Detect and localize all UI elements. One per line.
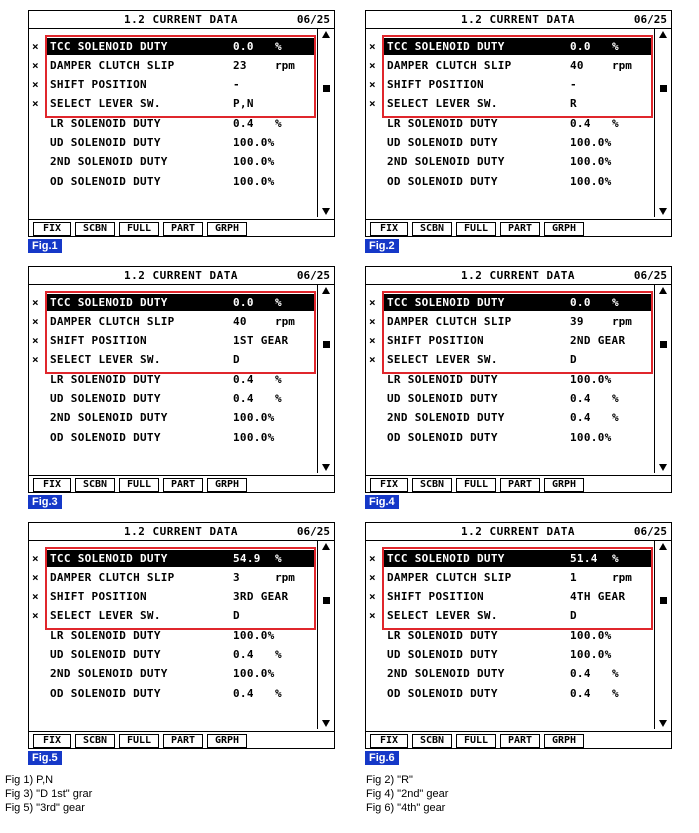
item-value: 39 <box>570 315 584 328</box>
item-unit: % <box>612 40 619 53</box>
screen-header <box>366 11 671 29</box>
page-indicator: 06/25 <box>296 269 330 282</box>
item-label: UD SOLENOID DUTY <box>50 648 161 661</box>
item-unit: % <box>612 392 619 405</box>
item-value: 0.0 <box>233 40 254 53</box>
figure-label: Fig.2 <box>365 239 399 253</box>
item-unit: % <box>275 552 282 565</box>
captions-left <box>5 773 92 815</box>
fkey-button[interactable]: SCBN <box>412 478 452 492</box>
item-label: 2ND SOLENOID DUTY <box>387 155 505 168</box>
item-value: 100.0% <box>233 431 275 444</box>
scrollbar[interactable] <box>317 541 335 729</box>
figure-label: Fig.4 <box>365 495 399 509</box>
screen-title: 1.2 CURRENT DATA <box>124 269 238 282</box>
screen-header <box>29 11 334 29</box>
item-label: SHIFT POSITION <box>50 590 147 603</box>
item-value: 0.4 <box>233 392 254 405</box>
item-unit: % <box>612 411 619 424</box>
fixed-marker-icon: × <box>32 59 39 72</box>
function-key-bar <box>29 219 334 237</box>
scroll-down-icon[interactable] <box>659 720 667 727</box>
fkey-button[interactable]: FULL <box>119 222 159 236</box>
highlight-box <box>382 291 653 374</box>
scroll-thumb[interactable] <box>660 85 667 92</box>
item-label: OD SOLENOID DUTY <box>50 175 161 188</box>
data-row[interactable] <box>366 645 653 664</box>
figure-panel <box>365 266 672 506</box>
item-value: 100.0% <box>233 155 275 168</box>
fixed-marker-icon: × <box>32 296 39 309</box>
page-indicator: 06/25 <box>633 269 667 282</box>
item-label: UD SOLENOID DUTY <box>387 392 498 405</box>
item-label: UD SOLENOID DUTY <box>50 392 161 405</box>
data-row[interactable] <box>366 389 653 408</box>
data-row[interactable] <box>366 133 653 152</box>
caption: Fig 6) "4th" gear <box>366 802 446 814</box>
item-unit: % <box>612 296 619 309</box>
scroll-up-icon[interactable] <box>322 543 330 550</box>
fkey-button[interactable]: GRPH <box>207 734 247 748</box>
item-value: 100.0% <box>233 175 275 188</box>
fixed-marker-icon: × <box>369 40 376 53</box>
page-indicator: 06/25 <box>633 13 667 26</box>
fkey-button[interactable]: PART <box>163 222 203 236</box>
data-row[interactable] <box>366 172 653 191</box>
figure-label: Fig.3 <box>28 495 62 509</box>
fkey-button[interactable]: FIX <box>33 734 71 748</box>
fixed-marker-icon: × <box>32 78 39 91</box>
fkey-button[interactable]: FIX <box>33 222 71 236</box>
item-value: 100.0% <box>233 629 275 642</box>
data-row[interactable] <box>366 684 653 703</box>
data-row[interactable] <box>366 664 653 683</box>
item-label: OD SOLENOID DUTY <box>50 431 161 444</box>
item-label: SHIFT POSITION <box>387 590 484 603</box>
scroll-up-icon[interactable] <box>322 31 330 38</box>
item-label: LR SOLENOID DUTY <box>50 117 161 130</box>
fixed-marker-icon: × <box>369 552 376 565</box>
item-value: 54.9 <box>233 552 261 565</box>
item-label: DAMPER CLUTCH SLIP <box>387 315 512 328</box>
item-label: TCC SOLENOID DUTY <box>387 552 505 565</box>
highlight-box <box>45 35 316 118</box>
scroll-thumb[interactable] <box>323 85 330 92</box>
item-label: DAMPER CLUTCH SLIP <box>50 315 175 328</box>
item-unit: % <box>275 687 282 700</box>
figure-label: Fig.5 <box>28 751 62 765</box>
item-value: 0.4 <box>233 687 254 700</box>
scan-tool-screen <box>365 10 672 237</box>
scroll-thumb[interactable] <box>323 597 330 604</box>
screen-title: 1.2 CURRENT DATA <box>124 525 238 538</box>
fkey-button[interactable]: GRPH <box>544 478 584 492</box>
function-key-bar <box>29 475 334 493</box>
fkey-button[interactable]: SCBN <box>75 734 115 748</box>
item-value: 1ST GEAR <box>233 334 289 347</box>
highlight-box <box>382 547 653 630</box>
fkey-button[interactable]: GRPH <box>544 734 584 748</box>
fixed-marker-icon: × <box>32 571 39 584</box>
scan-tool-screen <box>28 10 335 237</box>
caption: Fig 4) "2nd" gear <box>366 788 449 800</box>
data-row[interactable] <box>29 172 316 191</box>
fixed-marker-icon: × <box>32 315 39 328</box>
item-value: R <box>570 97 577 110</box>
item-label: TCC SOLENOID DUTY <box>50 40 168 53</box>
function-key-bar <box>366 475 671 493</box>
scroll-thumb[interactable] <box>323 341 330 348</box>
screen-header <box>366 523 671 541</box>
fkey-button[interactable]: FIX <box>370 478 408 492</box>
item-label: 2ND SOLENOID DUTY <box>50 411 168 424</box>
fkey-button[interactable]: PART <box>500 222 540 236</box>
item-unit: % <box>612 667 619 680</box>
item-label: DAMPER CLUTCH SLIP <box>50 59 175 72</box>
scroll-up-icon[interactable] <box>659 31 667 38</box>
highlight-box <box>45 547 316 630</box>
item-value: 100.0% <box>570 629 612 642</box>
item-value: 100.0% <box>570 175 612 188</box>
item-value: 3RD GEAR <box>233 590 289 603</box>
item-label: LR SOLENOID DUTY <box>387 629 498 642</box>
item-value: 40 <box>233 315 247 328</box>
item-value: D <box>570 609 577 622</box>
figure-panel <box>365 522 672 762</box>
scrollbar[interactable] <box>654 541 672 729</box>
item-label: DAMPER CLUTCH SLIP <box>387 571 512 584</box>
data-row[interactable] <box>29 389 316 408</box>
scroll-down-icon[interactable] <box>659 208 667 215</box>
item-label: SHIFT POSITION <box>387 334 484 347</box>
item-label: 2ND SOLENOID DUTY <box>50 667 168 680</box>
figure-panel <box>28 522 335 762</box>
data-row[interactable] <box>366 428 653 447</box>
item-value: 100.0% <box>570 648 612 661</box>
scrollbar[interactable] <box>654 29 672 217</box>
fkey-button[interactable]: FULL <box>456 222 496 236</box>
item-value: 100.0% <box>233 667 275 680</box>
item-value: 0.4 <box>570 411 591 424</box>
item-label: SELECT LEVER SW. <box>50 609 161 622</box>
item-unit: % <box>612 117 619 130</box>
fixed-marker-icon: × <box>32 334 39 347</box>
item-value: 100.0% <box>233 136 275 149</box>
fkey-button[interactable]: FULL <box>119 478 159 492</box>
fkey-button[interactable]: PART <box>163 734 203 748</box>
item-unit: % <box>275 117 282 130</box>
item-label: SHIFT POSITION <box>50 334 147 347</box>
figure-label: Fig.6 <box>365 751 399 765</box>
page-indicator: 06/25 <box>296 13 330 26</box>
item-value: 0.0 <box>233 296 254 309</box>
item-label: SELECT LEVER SW. <box>50 97 161 110</box>
item-label: SELECT LEVER SW. <box>387 609 498 622</box>
item-value: 4TH GEAR <box>570 590 626 603</box>
fixed-marker-icon: × <box>32 353 39 366</box>
fixed-marker-icon: × <box>369 296 376 309</box>
item-unit: % <box>275 296 282 309</box>
item-value: - <box>570 78 577 91</box>
fixed-marker-icon: × <box>369 571 376 584</box>
fixed-marker-icon: × <box>32 40 39 53</box>
item-label: DAMPER CLUTCH SLIP <box>387 59 512 72</box>
fixed-marker-icon: × <box>32 609 39 622</box>
data-row[interactable] <box>29 152 316 171</box>
item-label: SELECT LEVER SW. <box>50 353 161 366</box>
fixed-marker-icon: × <box>369 590 376 603</box>
scroll-thumb[interactable] <box>660 341 667 348</box>
screen-header <box>29 523 334 541</box>
item-label: OD SOLENOID DUTY <box>50 687 161 700</box>
data-row[interactable] <box>29 684 316 703</box>
item-unit: rpm <box>275 59 295 72</box>
figure-panel <box>365 10 672 250</box>
item-value: 23 <box>233 59 247 72</box>
item-unit: % <box>275 648 282 661</box>
scan-tool-screen <box>365 266 672 493</box>
item-value: - <box>233 78 240 91</box>
fixed-marker-icon: × <box>369 315 376 328</box>
scan-tool-screen <box>28 522 335 749</box>
item-label: TCC SOLENOID DUTY <box>387 296 505 309</box>
item-label: LR SOLENOID DUTY <box>50 373 161 386</box>
highlight-box <box>45 291 316 374</box>
screen-header <box>29 267 334 285</box>
fkey-button[interactable]: FIX <box>370 734 408 748</box>
item-value: 40 <box>570 59 584 72</box>
item-value: D <box>233 609 240 622</box>
item-label: 2ND SOLENOID DUTY <box>387 411 505 424</box>
scroll-up-icon[interactable] <box>659 287 667 294</box>
scroll-down-icon[interactable] <box>322 208 330 215</box>
item-value: 0.4 <box>233 648 254 661</box>
scrollbar[interactable] <box>317 285 335 473</box>
caption: Fig 2) "R" <box>366 774 413 786</box>
fkey-button[interactable]: SCBN <box>412 222 452 236</box>
item-label: OD SOLENOID DUTY <box>387 175 498 188</box>
fixed-marker-icon: × <box>32 552 39 565</box>
item-value: 1 <box>570 571 577 584</box>
scrollbar[interactable] <box>317 29 335 217</box>
scroll-down-icon[interactable] <box>322 464 330 471</box>
item-label: TCC SOLENOID DUTY <box>387 40 505 53</box>
scroll-down-icon[interactable] <box>322 720 330 727</box>
item-label: UD SOLENOID DUTY <box>50 136 161 149</box>
fkey-button[interactable]: PART <box>163 478 203 492</box>
item-value: 0.4 <box>570 687 591 700</box>
fkey-button[interactable]: GRPH <box>544 222 584 236</box>
function-key-bar <box>366 731 671 749</box>
data-row[interactable] <box>29 428 316 447</box>
item-value: 0.4 <box>233 117 254 130</box>
function-key-bar <box>366 219 671 237</box>
fkey-button[interactable]: PART <box>500 734 540 748</box>
item-label: LR SOLENOID DUTY <box>387 117 498 130</box>
item-value: P,N <box>233 97 254 110</box>
fixed-marker-icon: × <box>369 334 376 347</box>
item-unit: rpm <box>275 571 295 584</box>
fkey-button[interactable]: FIX <box>370 222 408 236</box>
fkey-button[interactable]: SCBN <box>75 478 115 492</box>
item-label: OD SOLENOID DUTY <box>387 431 498 444</box>
item-unit: % <box>612 552 619 565</box>
fkey-button[interactable]: GRPH <box>207 478 247 492</box>
figure-panel <box>28 266 335 506</box>
scan-tool-screen <box>28 266 335 493</box>
item-value: 100.0% <box>570 373 612 386</box>
item-label: DAMPER CLUTCH SLIP <box>50 571 175 584</box>
page-indicator: 06/25 <box>296 525 330 538</box>
item-label: SELECT LEVER SW. <box>387 353 498 366</box>
item-value: 0.4 <box>570 392 591 405</box>
item-label: TCC SOLENOID DUTY <box>50 552 168 565</box>
item-value: 0.0 <box>570 40 591 53</box>
item-label: 2ND SOLENOID DUTY <box>50 155 168 168</box>
figure-panel <box>28 10 335 250</box>
item-label: SHIFT POSITION <box>387 78 484 91</box>
item-unit: rpm <box>275 315 295 328</box>
fkey-button[interactable]: SCBN <box>412 734 452 748</box>
item-value: 51.4 <box>570 552 598 565</box>
scan-tool-screen <box>365 522 672 749</box>
item-unit: rpm <box>612 571 632 584</box>
fkey-button[interactable]: FULL <box>456 478 496 492</box>
fkey-button[interactable]: FULL <box>119 734 159 748</box>
fkey-button[interactable]: FULL <box>456 734 496 748</box>
item-label: SHIFT POSITION <box>50 78 147 91</box>
item-unit: % <box>275 40 282 53</box>
page-indicator: 06/25 <box>633 525 667 538</box>
item-value: D <box>570 353 577 366</box>
function-key-bar <box>29 731 334 749</box>
item-label: 2ND SOLENOID DUTY <box>387 667 505 680</box>
data-row[interactable] <box>366 408 653 427</box>
screen-title: 1.2 CURRENT DATA <box>461 525 575 538</box>
screen-header <box>366 267 671 285</box>
item-value: 0.4 <box>570 117 591 130</box>
item-value: 3 <box>233 571 240 584</box>
fixed-marker-icon: × <box>369 59 376 72</box>
scroll-up-icon[interactable] <box>659 543 667 550</box>
scroll-up-icon[interactable] <box>322 287 330 294</box>
scrollbar[interactable] <box>654 285 672 473</box>
item-label: UD SOLENOID DUTY <box>387 648 498 661</box>
captions-right <box>366 773 448 815</box>
caption: Fig 3) "D 1st" grar <box>5 788 93 800</box>
item-unit: rpm <box>612 315 632 328</box>
fixed-marker-icon: × <box>369 78 376 91</box>
data-row[interactable] <box>366 152 653 171</box>
data-row[interactable] <box>29 645 316 664</box>
item-label: LR SOLENOID DUTY <box>387 373 498 386</box>
data-row[interactable] <box>29 133 316 152</box>
item-unit: rpm <box>612 59 632 72</box>
item-value: 0.4 <box>233 373 254 386</box>
fkey-button[interactable]: FIX <box>33 478 71 492</box>
item-value: 100.0% <box>233 411 275 424</box>
fixed-marker-icon: × <box>32 97 39 110</box>
highlight-box <box>382 35 653 118</box>
data-row[interactable] <box>29 408 316 427</box>
item-value: 0.0 <box>570 296 591 309</box>
fkey-button[interactable]: SCBN <box>75 222 115 236</box>
fixed-marker-icon: × <box>32 590 39 603</box>
caption: Fig 1) P,N <box>5 774 54 786</box>
screen-title: 1.2 CURRENT DATA <box>124 13 238 26</box>
item-label: TCC SOLENOID DUTY <box>50 296 168 309</box>
scroll-thumb[interactable] <box>660 597 667 604</box>
data-row[interactable] <box>29 664 316 683</box>
item-value: 0.4 <box>570 667 591 680</box>
fkey-button[interactable]: GRPH <box>207 222 247 236</box>
item-value: 100.0% <box>570 431 612 444</box>
item-value: 2ND GEAR <box>570 334 626 347</box>
fixed-marker-icon: × <box>369 353 376 366</box>
item-unit: % <box>275 373 282 386</box>
item-value: 100.0% <box>570 155 612 168</box>
caption: Fig 5) "3rd" gear <box>5 802 85 814</box>
item-label: SELECT LEVER SW. <box>387 97 498 110</box>
screen-title: 1.2 CURRENT DATA <box>461 13 575 26</box>
item-value: 100.0% <box>570 136 612 149</box>
item-label: LR SOLENOID DUTY <box>50 629 161 642</box>
fkey-button[interactable]: PART <box>500 478 540 492</box>
screen-title: 1.2 CURRENT DATA <box>461 269 575 282</box>
fixed-marker-icon: × <box>369 97 376 110</box>
scroll-down-icon[interactable] <box>659 464 667 471</box>
item-label: OD SOLENOID DUTY <box>387 687 498 700</box>
figure-label: Fig.1 <box>28 239 62 253</box>
item-unit: % <box>612 687 619 700</box>
item-label: UD SOLENOID DUTY <box>387 136 498 149</box>
item-value: D <box>233 353 240 366</box>
fixed-marker-icon: × <box>369 609 376 622</box>
item-unit: % <box>275 392 282 405</box>
